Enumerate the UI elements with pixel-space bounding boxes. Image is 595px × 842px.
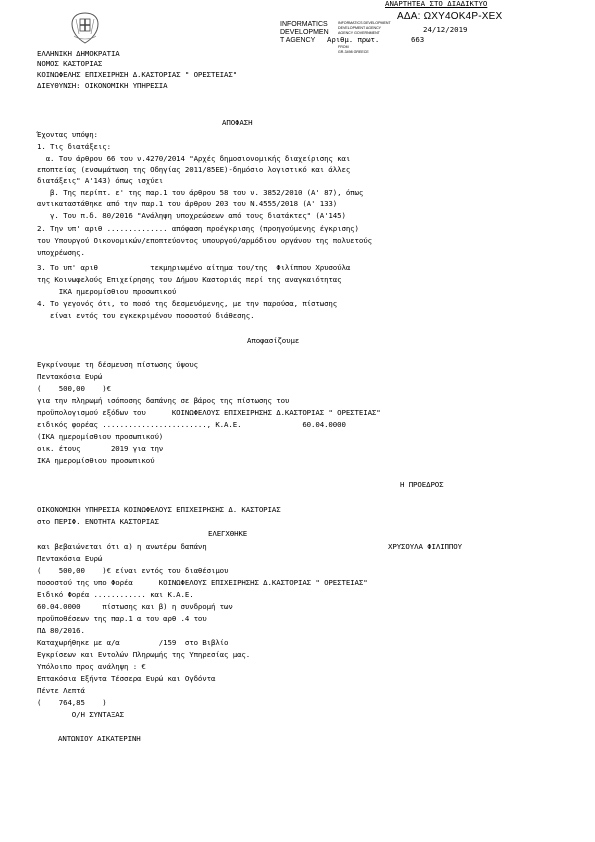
ada-code: ΑΔΑ: ΩΧΥ4ΟΚ4Ρ-ΧΕΧ xyxy=(397,11,503,22)
protocol-label: Αριθμ. πρωτ. xyxy=(327,35,380,44)
verification-amount: ( 764,85 ) xyxy=(37,698,107,707)
considering-line: εποπτείας (ενσωμάτωση της Οδηγίας 2011/85ΕΕ)-δημόσιο λογιστικό και άλλες xyxy=(37,165,351,174)
signatory-name: ΑΝΤΩΝΙΟΥ ΑΙΚΑΤΕΡΙΝΗ xyxy=(58,734,141,743)
verification-amount: ( 500,00 )€ είναι εντός του διαθέσιμου xyxy=(37,566,229,575)
considering-line: 3. Το υπ' αριθ τεκμηριωμένο αίτημα του/της Φιλίππου Χρυσούλα xyxy=(37,263,351,272)
considering-line: της Κοινωφελούς Επιχείρησης του Δήμου Καστοριάς περί της αναγκαιότητας xyxy=(37,275,342,284)
verification-line: ποσοστού της υπο Φορέα ΚΟΙΝΩΦΕΛΟΥΣ ΕΠΙΧΕΙΡΗΣΗΣ Δ.ΚΑΣΤΟΡΙΑΣ " ΟΡΕΣΤΕΙΑΣ" xyxy=(37,578,368,587)
considering-line: αντικαταστάθηκε από την παρ.1 του άρθρου 203 του Ν.4555/2018 (Α' 133) xyxy=(37,199,338,208)
considering-line: ΙΚΑ ημερομίσθιου προσωπικού xyxy=(37,287,177,296)
signature-tiny-1: INFORMATICS DEVELOPMENT xyxy=(338,21,391,25)
issuer-line: ΕΛΛΗΝΙΚΗ ΔΗΜΟΚΡΑΤΙΑ xyxy=(37,49,120,58)
considering-line: 2. Την υπ' αριθ .............. απόφαση προέγκρισης (προηγούμενης έγκρισης) xyxy=(37,224,359,233)
decision-line: Εγκρίνουμε τη δέσμευση πίστωσης ύψους xyxy=(37,360,198,369)
verification-line: Καταχωρήθηκε με α/α /159 στο Βιβλίο xyxy=(37,638,229,647)
decision-line: για την πληρωμή ισόποσης δαπάνης σε βάρος της πίστωσης του xyxy=(37,396,290,405)
verification-line: Εγκρίσεων και Εντολών Πληρωμής της Υπηρεσίας μας. xyxy=(37,650,251,659)
signature-tiny-5: GR-3498 GREECE xyxy=(338,50,369,54)
stamp-line-2: DEVELOPMEN xyxy=(280,29,329,36)
president-label: Η ΠΡΟΕΔΡΟΣ xyxy=(400,480,444,489)
considering-line: Έχοντας υπόψη: xyxy=(37,130,98,139)
beneficiary-name: ΧΡΥΣΟΥΛΑ ΦΙΛΙΠΠΟΥ xyxy=(388,542,462,551)
document-date: 24/12/2019 xyxy=(423,25,468,34)
issuer-line: ΚΟΙΝΩΦΕΛΗΣ ΕΠΙΧΕΙΡΗΣΗ Δ.ΚΑΣΤΟΡΙΑΣ " ΟΡΕΣΤΕΙΑΣ" xyxy=(37,70,238,79)
considering-line: γ. Του π.δ. 80/2016 "Ανάληψη υποχρεώσεων από τους διατάκτες" (Α'145) xyxy=(37,211,346,220)
verification-line: Πεντακόσια Ευρώ xyxy=(37,554,103,563)
document-title: ΑΠΟΦΑΣΗ xyxy=(222,118,253,127)
decide-title: Αποφασίζουμε xyxy=(247,336,300,345)
signature-tiny-4: FROM xyxy=(338,45,349,49)
decision-line: Πεντακόσια Ευρώ xyxy=(37,372,103,381)
considering-line: β. Της περίπτ. ε' της παρ.1 του άρθρου 58 του ν. 3852/2010 (Α' 87), όπως xyxy=(37,188,364,197)
considering-line: του Υπουργού Οικονομικών/εποπτεύοντος υπουργού/αρμόδιου οργάνου της πολυετούς xyxy=(37,236,372,245)
considering-line: 4. Το γεγονός ότι, το ποσό της δεσμευόμενης, με την παρούσα, πίστωσης xyxy=(37,299,338,308)
considering-line: υποχρέωσης. xyxy=(37,248,85,257)
issuer-line: ΝΟΜΟΣ ΚΑΣΤΟΡΙΑΣ xyxy=(37,59,103,68)
author-label: Ο/Η ΣΥΝΤΑΞΑΣ xyxy=(37,710,124,719)
service-line: ΟΙΚΟΝΟΜΙΚΗ ΥΠΗΡΕΣΙΑ ΚΟΙΝΩΦΕΛΟΥΣ ΕΠΙΧΕΙΡΗΣΗΣ Δ. ΚΑΣΤΟΡΙΑΣ xyxy=(37,505,281,514)
protocol-number: 663 xyxy=(411,35,425,44)
verification-line: ΠΔ 80/2016. xyxy=(37,626,85,635)
decision-line: ΙΚΑ ημερομίσθιου προσωπικού xyxy=(37,456,155,465)
verification-line: 60.04.0000 πίστωσης και β) η συνδρομή των xyxy=(37,602,233,611)
issuer-line: ΔΙΕΥΘΥΝΣΗ: ΟΙΚΟΝΟΜΙΚΗ ΥΠΗΡΕΣΙΑ xyxy=(37,81,168,90)
considering-line: 1. Τις διατάξεις: xyxy=(37,142,111,151)
stamp-line-3: T AGENCY xyxy=(280,37,316,44)
signature-tiny-3: AGENCY GOVERNMENT xyxy=(338,31,380,35)
verification-line: Πέντε Λεπτά xyxy=(37,686,85,695)
verification-line: Ειδικό Φορέα ............ και Κ.Α.Ε. xyxy=(37,590,194,599)
considering-line: είναι εντός του εγκεκριμένου ποσοστού διάθεσης. xyxy=(37,311,255,320)
decision-line: προϋπολογισμού εξόδων του ΚΟΙΝΩΦΕΛΟΥΣ ΕΠΙΧΕΙΡΗΣΗΣ Δ.ΚΑΣΤΟΡΙΑΣ " ΟΡΕΣΤΕΙΑΣ" xyxy=(37,408,381,417)
decision-amount: ( 500,00 )€ xyxy=(37,384,111,393)
posting-label: ΑΝΑΡΤΗΤΕΑ ΣΤΟ ΔΙΑΔΙΚΤΥΟ xyxy=(385,0,488,8)
service-line: στο ΠΕΡΙΦ. ΕΝΟΤΗΤΑ ΚΑΣΤΟΡΙΑΣ xyxy=(37,517,159,526)
considering-line: διατάξεις" Α'143) όπως ισχύει xyxy=(37,176,164,185)
stamp-line-1: INFORMATICS xyxy=(280,21,328,28)
verification-line: Υπόλοιπο προς ανάληψη : € xyxy=(37,662,146,671)
considering-line: α. Του άρθρου 66 του ν.4270/2014 "Αρχές δημοσιονομικής διαχείρισης και xyxy=(37,154,351,163)
decision-line: ειδικός φορέας ........................, Κ.Α.Ε. 60.04.0000 xyxy=(37,420,346,429)
signature-tiny-2: DEVELOPMENT AGENCY xyxy=(338,26,382,30)
checked-label: ΕΛΕΓΧΘΗΚΕ xyxy=(208,529,248,538)
verification-line: Επτακόσια Εξήντα Τέσσερα Ευρώ και Ογδόντα xyxy=(37,674,216,683)
greek-coat-of-arms-icon xyxy=(67,10,103,46)
decision-line: οικ. έτους 2019 για την xyxy=(37,444,164,453)
decision-line: (ΙΚΑ ημερομίσθιου προσωπικού) xyxy=(37,432,164,441)
verification-line: προϋποθέσεων της παρ.1 α του αρθ .4 του xyxy=(37,614,207,623)
verify-line: και βεβαιώνεται ότι α) η ανωτέρω δαπάνη xyxy=(37,542,207,551)
